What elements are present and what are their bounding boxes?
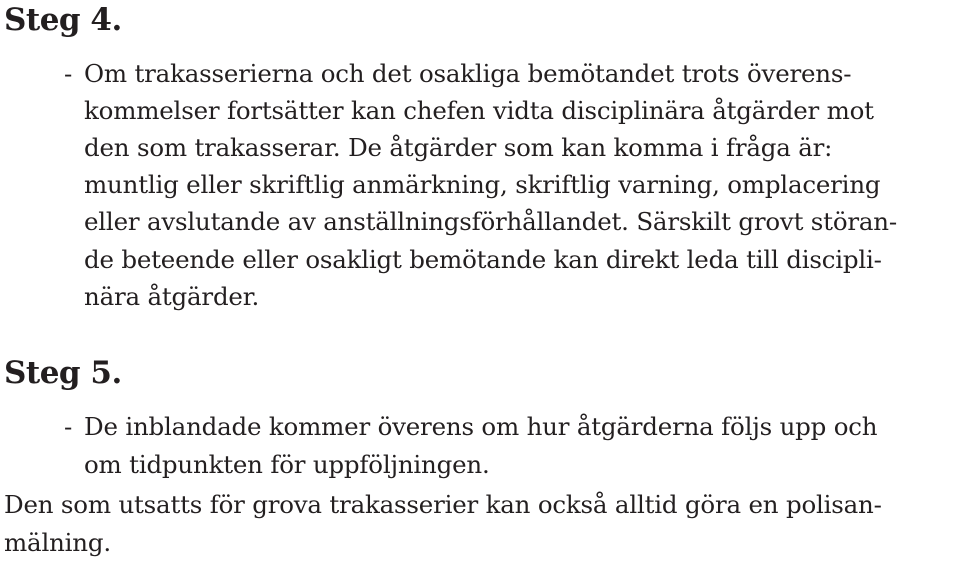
step4-line-6: de beteende eller osakligt bemötande kan direkt leda till discipli- <box>84 245 882 274</box>
step4-line-3: den som trakasserar. De åtgärder som kan komma i fråga är: <box>84 133 833 162</box>
step4-heading: Steg 4. <box>4 2 122 38</box>
step5-heading: Steg 5. <box>4 355 122 391</box>
step4-line-1: Om trakasserierna och det osakliga bemötandet trots överens- <box>84 59 852 88</box>
step5-line-2: om tidpunkten för uppföljningen. <box>84 450 490 479</box>
closing-line-2: mälning. <box>4 528 111 557</box>
step4-line-4: muntlig eller skriftlig anmärkning, skriftlig varning, omplacering <box>84 170 881 199</box>
closing-line-1: Den som utsatts för grova trakasserier kan också alltid göra en polisan- <box>4 490 882 519</box>
step4-line-5: eller avslutande av anställningsförhållandet. Särskilt grovt störan- <box>84 207 897 236</box>
step5-bullet: - <box>64 412 73 441</box>
step4-line-7: nära åtgärder. <box>84 282 260 311</box>
step5-line-1: De inblandade kommer överens om hur åtgärderna följs upp och <box>84 412 878 441</box>
step4-bullet: - <box>64 59 73 88</box>
step4-line-2: kommelser fortsätter kan chefen vidta disciplinära åtgärder mot <box>84 96 874 125</box>
